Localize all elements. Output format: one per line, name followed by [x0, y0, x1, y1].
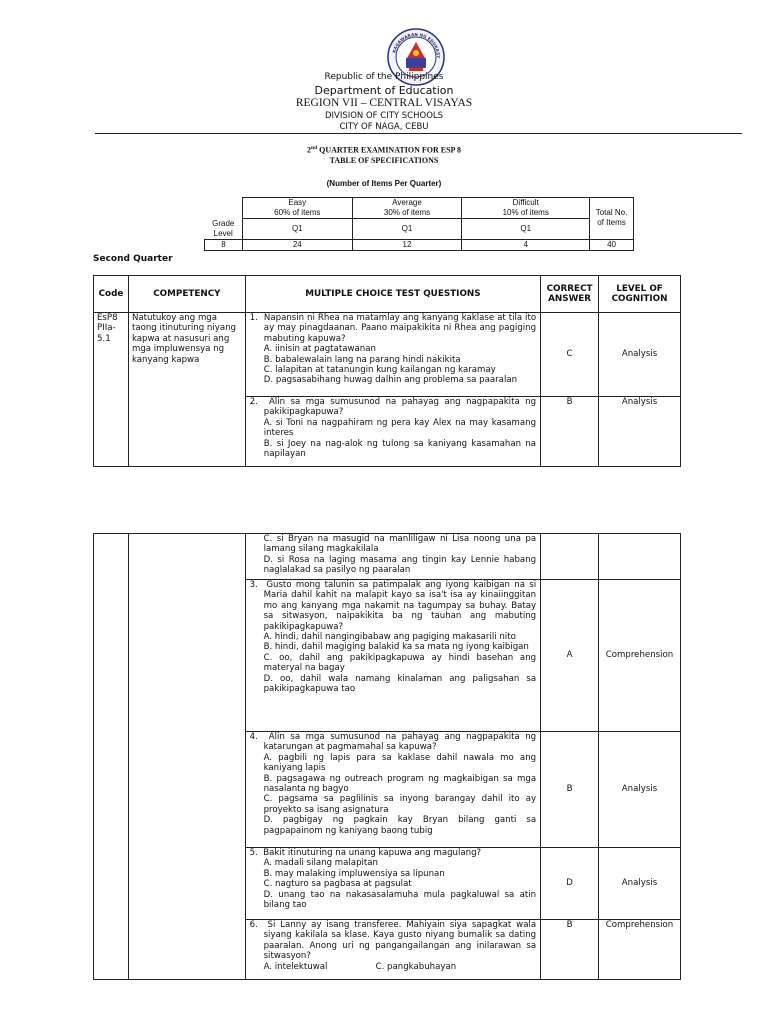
- spec-table: [204, 197, 634, 251]
- difficult-count: 4: [462, 239, 590, 250]
- answer-5: D: [541, 848, 599, 920]
- answer-3: A: [541, 580, 599, 732]
- cognition-cell-empty: [598, 534, 680, 580]
- q1-cell: Q1: [352, 219, 462, 240]
- grade-header: Grade Level: [205, 219, 243, 240]
- q1-cell: Q1: [242, 219, 352, 240]
- questions-table-continued: [93, 533, 681, 980]
- questions-header: MULTIPLE CHOICE TEST QUESTIONS: [245, 276, 540, 313]
- average-count: 12: [352, 239, 462, 250]
- average-header: Average 30% of items: [352, 198, 462, 219]
- region-title: REGION VII – CENTRAL VISAYAS: [295, 97, 473, 109]
- cognition-3: Comprehension: [598, 580, 680, 732]
- answer-cell-empty: [541, 534, 599, 580]
- grade-value: 8: [205, 239, 243, 250]
- cognition-6: Comprehension: [598, 920, 680, 980]
- header-divider: [95, 133, 742, 134]
- code-cell: EsP8 PIIa-5.1: [94, 313, 129, 467]
- answer-2: B: [541, 397, 599, 467]
- total-header: Total No. of Items: [590, 198, 634, 240]
- question-2-continued: C. si Bryan na masugid na manliligaw ni Lisa noong una pa lamang silang magkakilala D. si Rosa na laging masama ang tingin kay Lennie habang naglalakad sa pasilyo ng paaralan: [245, 534, 541, 580]
- question-2: 2. Alin sa mga sumusunod na pahayag ang nagpapakita ng pakikipagkapuwa? A. si Toni na nagpahiram ng pera kay Alex na may kasamang interes B. si Joey na nag-alok ng tulong sa kaniyang kasamahan na napilayan: [245, 397, 540, 467]
- exam-title: 2nd QUARTER EXAMINATION FOR ESP 8: [307, 145, 461, 155]
- city-text: CITY OF NAGA, CEBU: [339, 122, 429, 132]
- questions-table: [93, 275, 681, 467]
- question-4: 4. Alin sa mga sumusunod na pahayag ang nagpapakita ng katarungan at pagmamahal sa kapuwa? A. pagbili ng lapis para sa kaklase dahil nawala mo ang kaniyang lapis B. pagsagawa ng outreach program ng magkaibigan sa mga nasalanta ng bagyo C. pagsama sa paglilinis sa inyong barangay dahil ito ay proyekto sa isang asignatura D. pagbigay ng pagkain kay Bryan bilang ganti sa pagpapainom ng kaniyang baong tubig: [245, 732, 541, 848]
- question-6: 6. Si Lanny ay isang transferee. Mahiyain siya sapagkat wala siyang kakilala sa klase. Kaya gusto niyang bumalik sa dating paaralan. Anong uri ng pangangailangan ang inilarawan sa sitwasyon? A. intelektuwal C. pangkabuhayan: [245, 920, 541, 980]
- answer-1: C: [541, 313, 599, 397]
- items-note: (Number of Items Per Quarter): [326, 179, 442, 188]
- question-3: 3. Gusto mong talunin sa patimpalak ang iyong kaibigan na si Maria dahil kahit na malapit kayo sa isa't isa ay kinaiinggitan mo ang kanyang mga nakamit na tagumpay sa buhay. Batay sa sitwasyon, naipakikita ba ng tauhan ang mabuting pakikipagkapuwa? A. hindi, dahil nangingibabaw ang pagiging makasarili nito B. hindi, dahil magiging balakid ka sa mata ng iyong kaibigan C. oo, dahil ang pakikipagkapuwa ay hindi basehan ang materyal na bagay D. oo, dahil wala namang kinalaman ang paligsahan sa pakikipagkapuwa tao: [245, 580, 541, 732]
- code-header: Code: [94, 276, 129, 313]
- exam-subtitle: TABLE OF SPECIFICATIONS: [329, 156, 439, 165]
- division-text: DIVISION OF CITY SCHOOLS: [324, 111, 444, 121]
- competency-cell-empty: [128, 534, 245, 980]
- answer-4: B: [541, 732, 599, 848]
- q1-cell: Q1: [462, 219, 590, 240]
- section-title: Second Quarter: [93, 254, 173, 264]
- cognition-4: Analysis: [598, 732, 680, 848]
- republic-text: Republic of the Philippines: [324, 72, 444, 82]
- easy-header: Easy 60% of items: [242, 198, 352, 219]
- svg-text:KAGAWARAN NG EDUKASYON: KAGAWARAN NG EDUKASY: [391, 31, 442, 59]
- competency-header: COMPETENCY: [128, 276, 245, 313]
- question-5: 5. Bakit itinuturing na unang kapuwa ang magulang? A. madali silang malapitan B. may malaking impluwensiya sa lipunan C. nagturo sa pagbasa at pagsulat D. unang tao na nakasasalamuha mula pagkaluwal sa atin bilang tao: [245, 848, 541, 920]
- difficult-header: Difficult 10% of items: [462, 198, 590, 219]
- answer-header: CORRECT ANSWER: [541, 276, 599, 313]
- department-title: Department of Education: [314, 84, 454, 97]
- answer-6: B: [541, 920, 599, 980]
- cognition-5: Analysis: [598, 848, 680, 920]
- easy-count: 24: [242, 239, 352, 250]
- code-cell-empty: [94, 534, 129, 980]
- total-count: 40: [590, 239, 634, 250]
- cognition-2: Analysis: [599, 397, 681, 467]
- competency-cell: Natutukoy ang mga taong itinuturing niyang kapwa at nasusuri ang mga impluwensya ng kanyang kapwa: [128, 313, 245, 467]
- cognition-header: LEVEL OF COGNITION: [599, 276, 681, 313]
- question-1: 1. Napansin ni Rhea na matamlay ang kanyang kaklase at tila ito ay may pinagdaanan. Paano maipakikita ni Rhea ang pagiging mabuting kapuwa? A. iinisin at pagtatawanan B. babalewalain lang na parang hindi nakikita C. lalapitan at tatanungin kung kailangan ng karamay D. pagsasabihang huwag dalhin ang problema sa paaralan: [245, 313, 540, 397]
- cognition-1: Analysis: [599, 313, 681, 397]
